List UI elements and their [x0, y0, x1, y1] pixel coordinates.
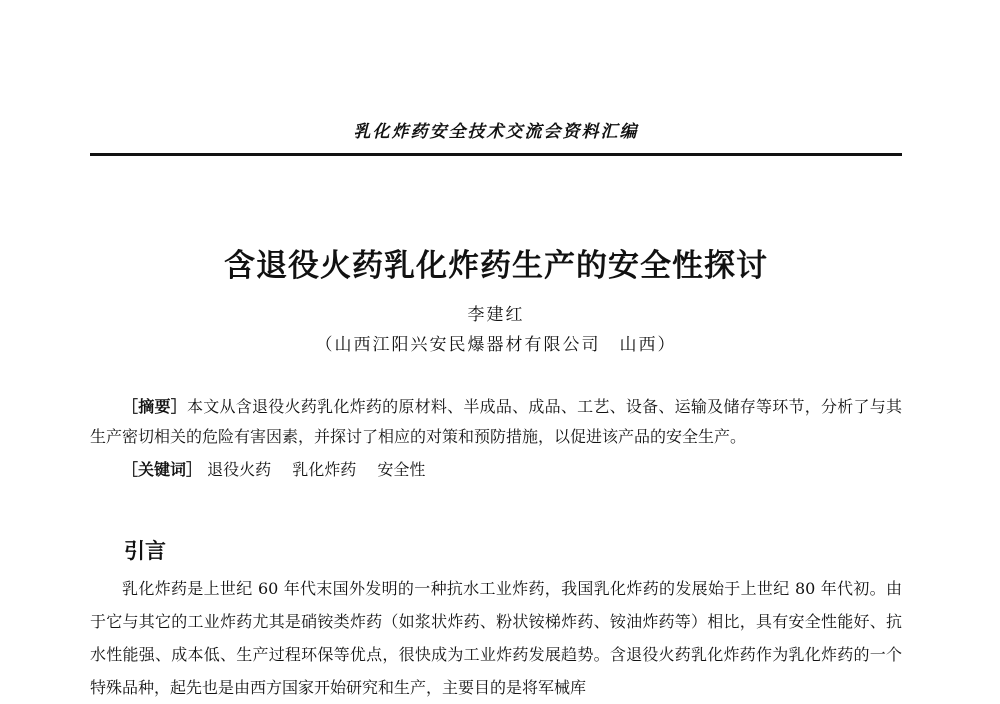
article-title: 含退役火药乳化炸药生产的安全性探讨: [224, 248, 768, 284]
keywords: [122, 455, 902, 485]
keywords-label: ［关键词］: [122, 460, 203, 479]
author-affiliation: （山西江阳兴安民爆器材有限公司 山西）: [315, 335, 677, 355]
intro-paragraph: 乳化炸药是上世纪 60 年代末国外发明的一种抗水工业炸药，我国乳化炸药的发展始于上世纪 80 年代初。由于它与其它的工业炸药尤其是硝铵类炸药（如浆状炸药、粉状铵梯炸药、铵油炸药等）相比，具有安全性能好、抗水性能强、成本低、生产过程环保等优点，很快成为工业炸药发展趋势。含退役火药乳化炸药作为乳化炸药的一个特殊品种，起先也是由西方国家开始研究和生产，主要目的是将军械库: [90, 579, 902, 697]
author-name: 李建红: [467, 305, 525, 325]
keyword-item: 退役火药: [207, 460, 272, 479]
abstract: [90, 392, 902, 452]
abstract-text: 本文从含退役火药乳化炸药的原材料、半成品、成品、工艺、设备、运输及储存等环节，分析了与其生产密切相关的危险有害因素，并探讨了相应的对策和预防措施，以促进该产品的安全生产。: [90, 397, 902, 446]
keyword-item: 乳化炸药: [292, 460, 357, 479]
section-heading: 引言: [124, 539, 166, 563]
body-text: [90, 572, 902, 704]
abstract-label: ［摘要］: [122, 397, 188, 416]
keyword-item: 安全性: [377, 460, 426, 479]
running-head: 乳化炸药安全技术交流会资料汇编: [353, 122, 639, 142]
header-rule: [90, 153, 902, 156]
abstract-paragraph: [90, 392, 902, 452]
